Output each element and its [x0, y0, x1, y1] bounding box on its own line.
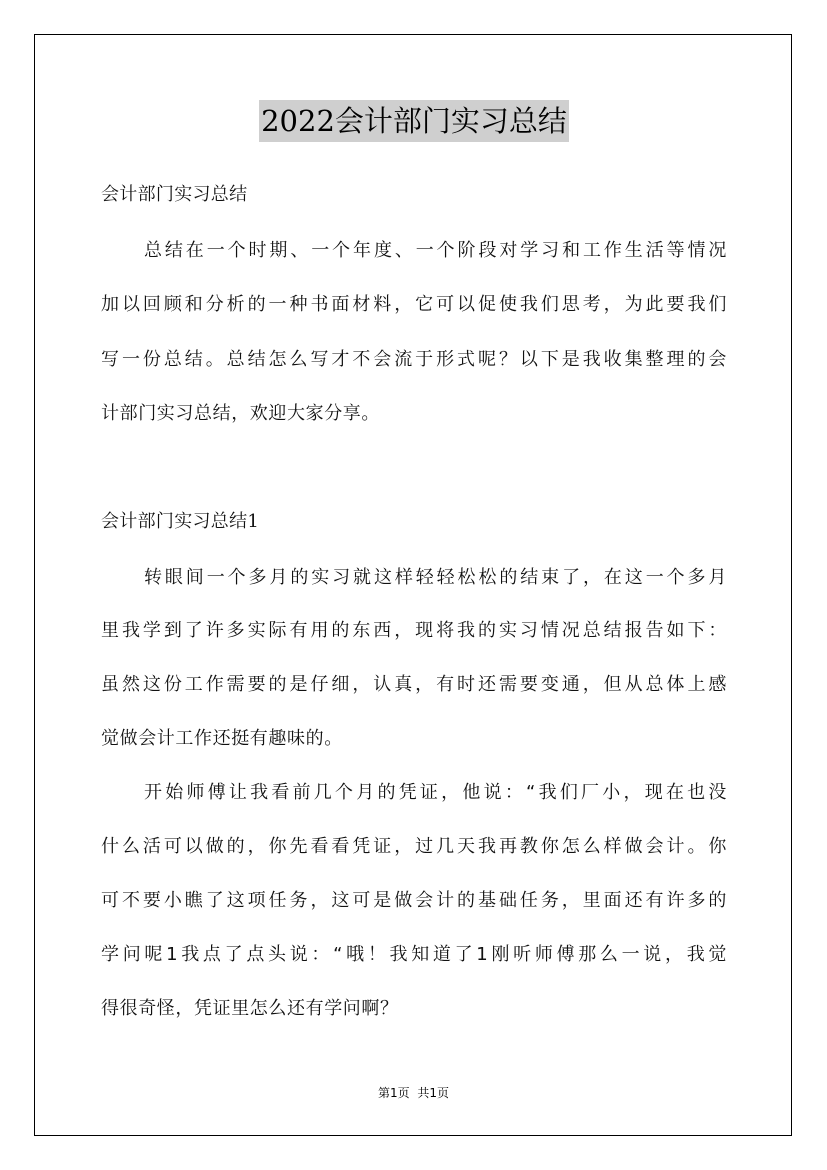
paragraph-line: 虽然这份工作需要的是仔细，认真，有时还需要变通，但从总体上感 — [101, 674, 727, 695]
intro-line: 加以回顾和分析的一种书面材料，它可以促使我们思考，为此要我们 — [101, 294, 727, 315]
paragraph-line: 可不要小瞧了这项任务，这可是做会计的基础任务，里面还有许多的 — [101, 890, 727, 911]
paragraph-line: 转眼间一个多月的实习就这样轻轻松松的结束了，在这一个多月 — [144, 567, 727, 588]
paragraph-line: 觉做会计工作还挺有趣味的。 — [101, 728, 343, 749]
intro-line: 总结在一个时期、一个年度、一个阶段对学习和工作生活等情况 — [144, 240, 727, 261]
paragraph-line: 得很奇怪，凭证里怎么还有学问啊？ — [101, 998, 399, 1019]
page-footer — [0, 1084, 827, 1101]
intro-line: 写一份总结。总结怎么写才不会流于形式呢？以下是我收集整理的会 — [101, 349, 727, 370]
document-title: 2022会计部门实习总结 — [259, 100, 569, 142]
title-container — [101, 100, 727, 142]
page-number: 第1页 — [377, 1086, 410, 1100]
section-heading: 会计部门实习总结1 — [101, 511, 260, 532]
paragraph-line: 开始师傅让我看前几个月的凭证，他说：“我们厂小，现在也没 — [144, 782, 727, 803]
paragraph-line: 里我学到了许多实际有用的东西，现将我的实习情况总结报告如下： — [101, 620, 727, 641]
intro-line: 计部门实习总结，欢迎大家分享。 — [101, 403, 380, 424]
paragraph-line: 学问呢1我点了点头说：“哦！我知道了1刚听师傅那么一说，我觉 — [101, 944, 727, 965]
paragraph-line: 什么活可以做的，你先看看凭证，过几天我再教你怎么样做会计。你 — [101, 836, 727, 857]
page-total: 共1页 — [417, 1086, 450, 1100]
subtitle: 会计部门实习总结 — [101, 184, 248, 205]
